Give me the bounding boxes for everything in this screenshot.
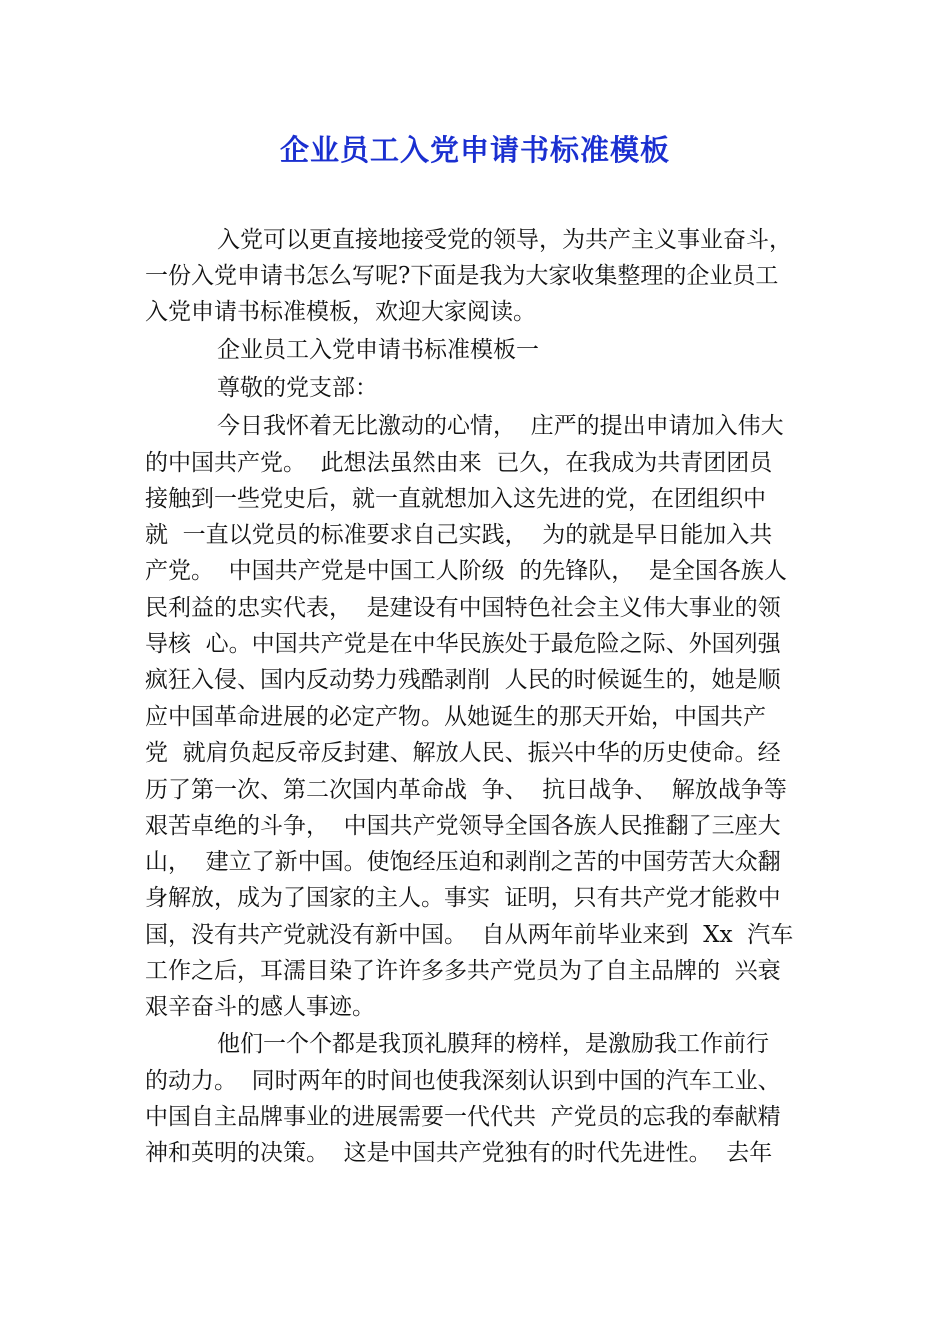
paragraph-line: 应中国革命进展的必定产物。从她诞生的那天开始，中国共产 [145, 704, 766, 730]
paragraph-line: 他们一个个都是我顶礼膜拜的榜样，是激励我工作前行 [217, 1031, 769, 1057]
paragraph-line: 导核 心。中国共产党是在中华民族处于最危险之际、外国列强 [145, 631, 781, 657]
paragraph-line: 入党可以更直接地接受党的领导，为共产主义事业奋斗， [217, 227, 792, 253]
paragraph-line: 的动力。 同时两年的时间也使我深刻认识到中国的汽车工业、 [145, 1068, 781, 1094]
paragraph-line: 尊敬的党支部： [217, 375, 378, 401]
paragraph-line: 民利益的忠实代表， 是建设有中国特色社会主义伟大事业的领 [145, 595, 781, 621]
paragraph-line: 神和英明的决策。 这是中国共产党独有的时代先进性。 去年 [145, 1140, 773, 1166]
paragraph-line: 一份入党申请书怎么写呢?下面是我为大家收集整理的企业员工 [145, 263, 779, 289]
paragraph-line: 的中国共产党。 此想法虽然由来 已久，在我成为共青团团员 [145, 450, 773, 476]
paragraph-line: 艰辛奋斗的感人事迹。 [145, 994, 375, 1020]
paragraph-line: 中国自主品牌事业的进展需要一代代共 产党员的忘我的奉献精 [145, 1104, 781, 1130]
paragraph-line: 入党申请书标准模板，欢迎大家阅读。 [145, 299, 536, 325]
paragraph-line: 就 一直以党员的标准要求自己实践， 为的就是早日能加入共 [145, 522, 773, 548]
paragraph-line: 历了第一次、第二次国内革命战 争、 抗日战争、 解放战争等 [145, 777, 787, 803]
document-title: 企业员工入党申请书标准模板 [279, 133, 670, 167]
paragraph-line: 艰苦卓绝的斗争， 中国共产党领导全国各族人民推翻了三座大 [145, 813, 781, 839]
paragraph-line: 产党。 中国共产党是中国工人阶级 的先锋队， 是全国各族人 [145, 558, 787, 584]
paragraph-line: 疯狂入侵、国内反动势力残酷剥削 人民的时候诞生的，她是顺 [145, 667, 781, 693]
paragraph-line: 工作之后，耳濡目染了许许多多共产党员为了自主品牌的 兴衰 [145, 958, 781, 984]
paragraph-line: 企业员工入党申请书标准模板一 [217, 337, 539, 363]
paragraph-line: 山， 建立了新中国。使饱经压迫和剥削之苦的中国劳苦大众翻 [145, 849, 781, 875]
paragraph-line: 身解放，成为了国家的主人。事实 证明，只有共产党才能救中 [145, 885, 781, 911]
paragraph-line: 接触到一些党史后，就一直就想加入这先进的党，在团组织中 [145, 486, 766, 512]
paragraph-line: 今日我怀着无比激动的心情， 庄严的提出申请加入伟大 [217, 413, 784, 439]
paragraph-line: 党 就肩负起反帝反封建、解放人民、振兴中华的历史使命。经 [145, 740, 781, 766]
paragraph-line: 国，没有共产党就没有新中国。 自从两年前毕业来到 Xx 汽车 [145, 922, 794, 948]
